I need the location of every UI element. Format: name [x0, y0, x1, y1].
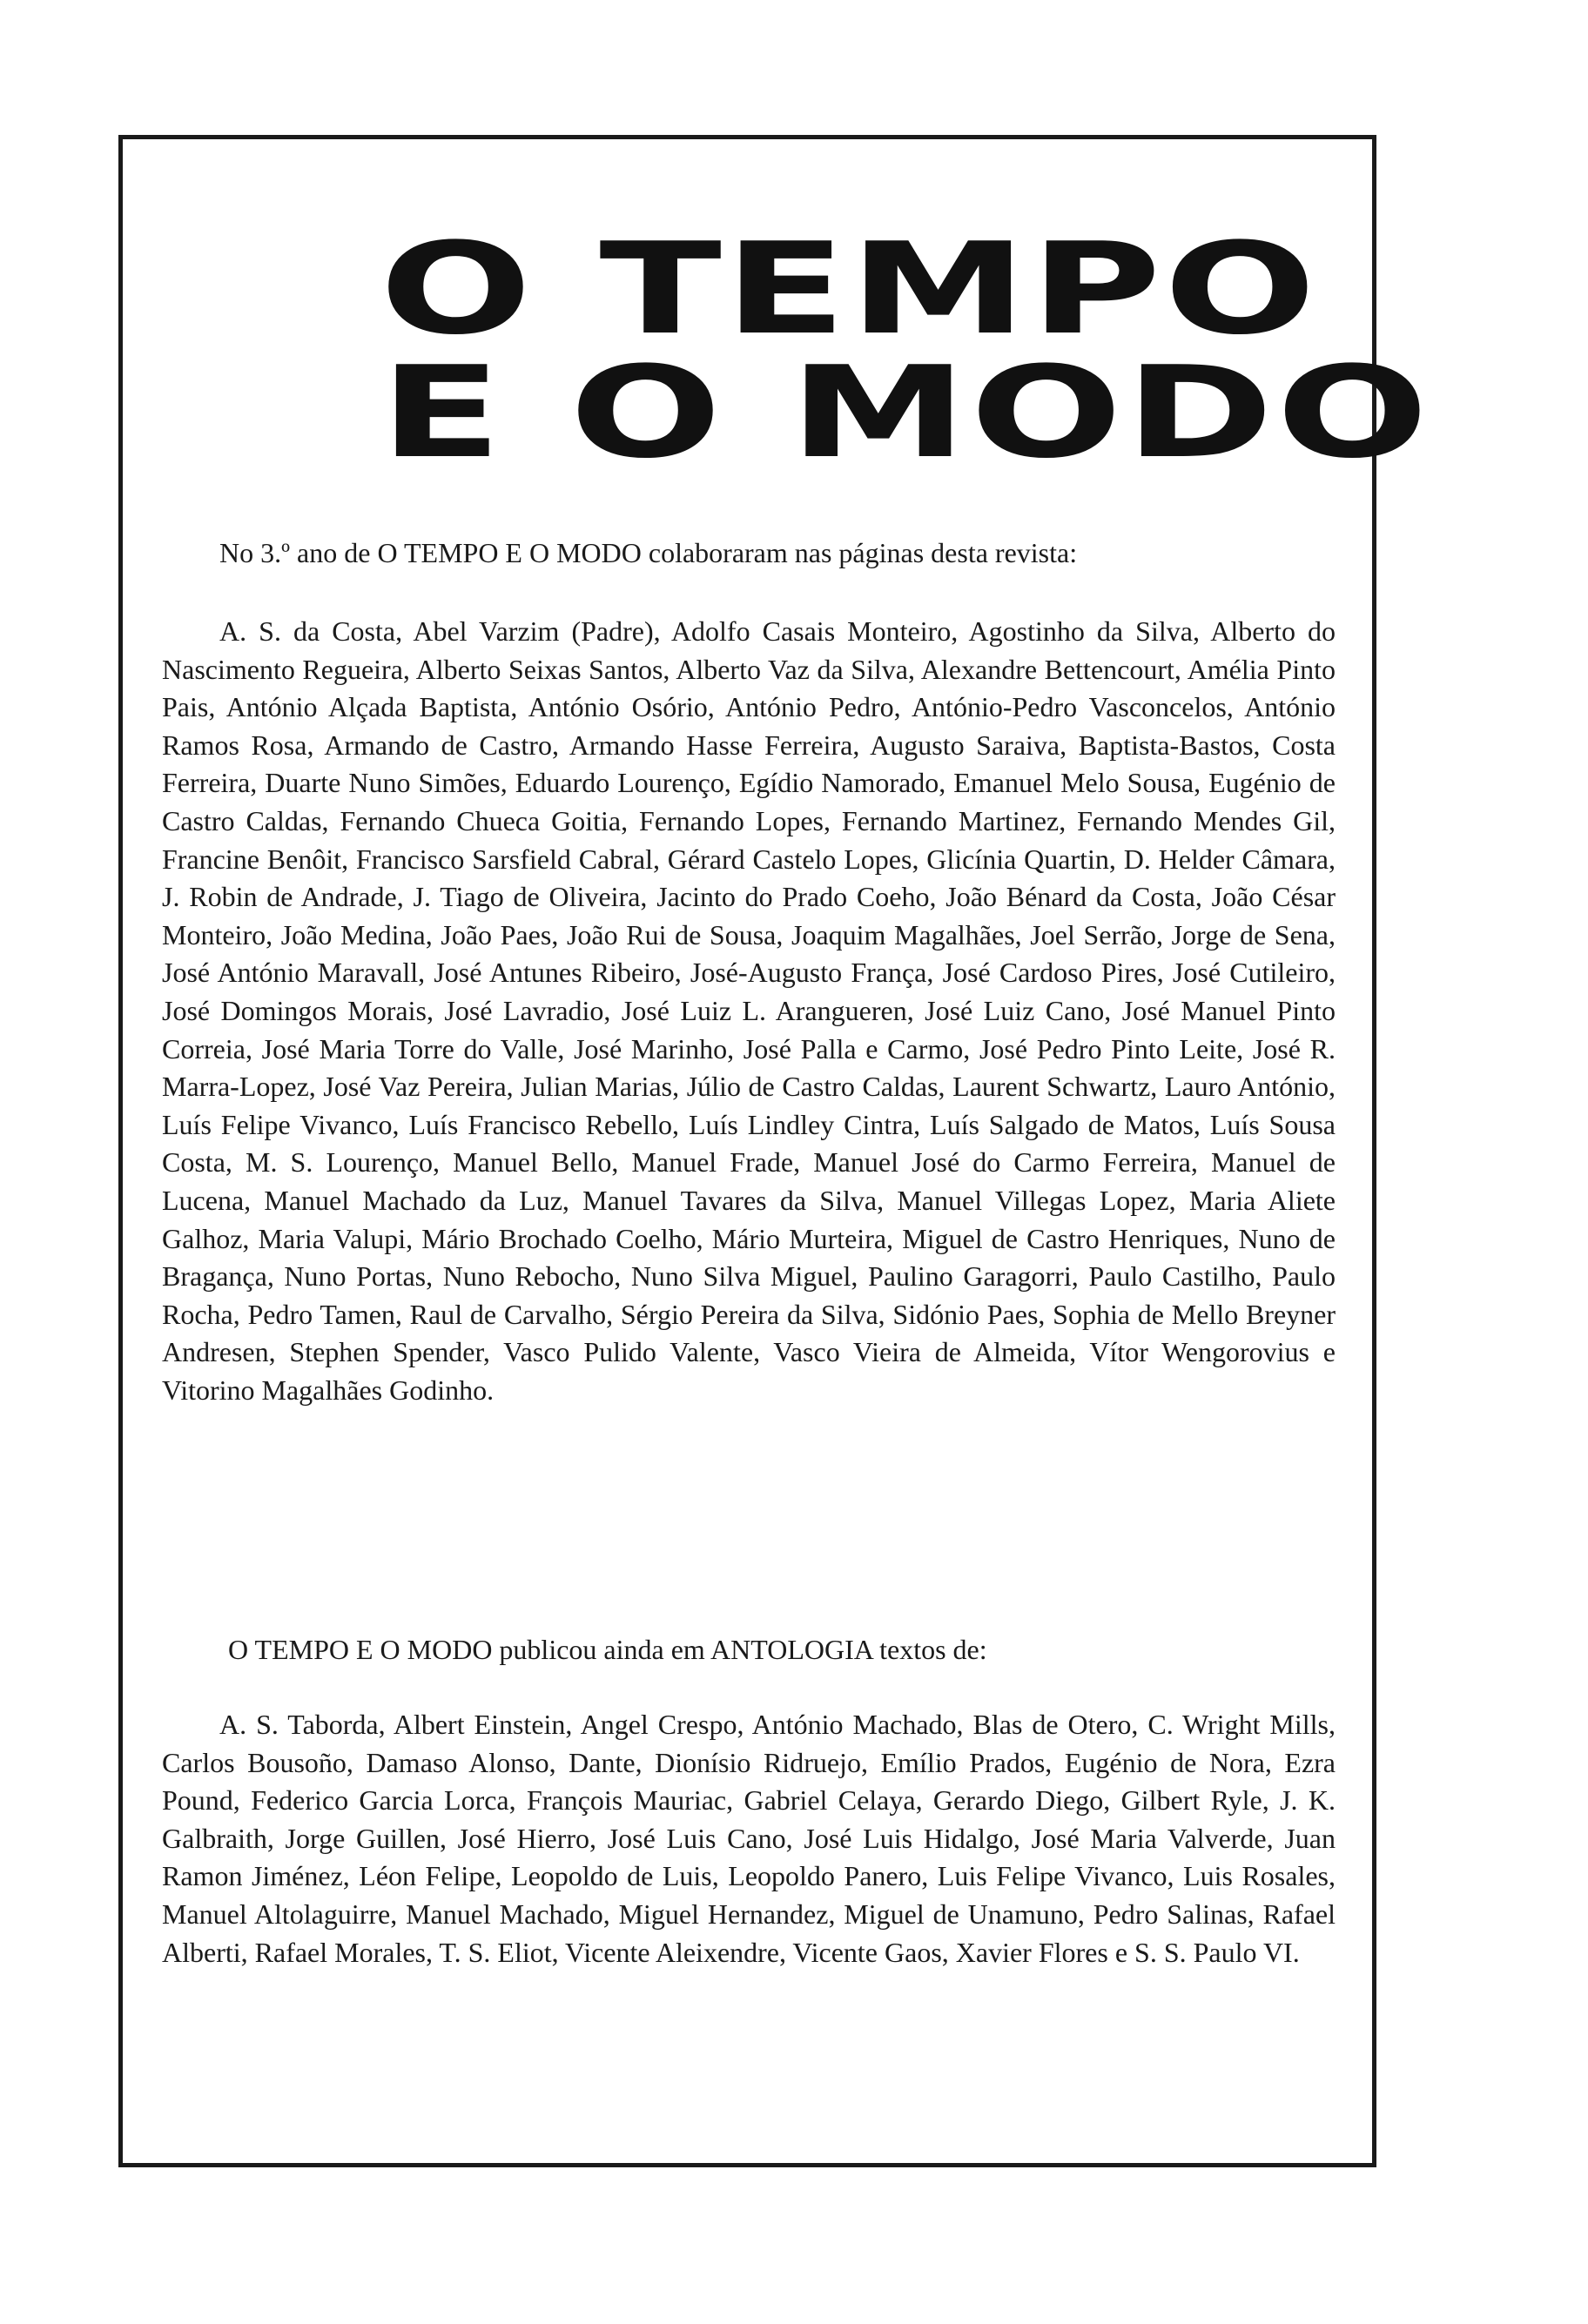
masthead-line-2: E O MODO	[380, 339, 1431, 487]
collaborators-intro: No 3.º ano de O TEMPO E O MODO colaboraram nas páginas desta revista:	[219, 537, 1078, 568]
masthead-line-1: O TEMPO	[380, 216, 1319, 363]
anthology-intro: O TEMPO E O MODO publicou ainda em ANTOLOGIA textos de:	[228, 1634, 987, 1665]
masthead-title	[380, 216, 1431, 487]
anthology-list: A. S. Taborda, Albert Einstein, Angel Crespo, António Machado, Blas de Otero, C. Wright Mills, Carlos Bousoño, Damaso Alonso, Dante, Dionísio Ridruejo, Emílio Prados, Eugénio de Nora, Ezra Pound, Federico Garcia Lorca, François Mauriac, Gabriel Celaya, Gerardo Diego, Gilbert Ryle, J. K. Galbraith, Jorge Guillen, José Hierro, José Luis Cano, José Luis Hidalgo, José Maria Valverde, Juan Ramon Jiménez, Léon Felipe, Leopoldo de Luis, Leopoldo Panero, Luis Felipe Vivanco, Luis Rosales, Manuel Altolaguirre, Manuel Machado, Miguel Hernandez, Miguel de Unamuno, Pedro Salinas, Rafael Alberti, Rafael Morales, T. S. Eliot, Vicente Aleixendre, Vicente Gaos, Xavier Flores e S. S. Paulo VI.	[162, 1709, 1336, 1968]
collaborators-list: A. S. da Costa, Abel Varzim (Padre), Adolfo Casais Monteiro, Agostinho da Silva, Alberto do Nascimento Regueira, Alberto Seixas Santos, Alberto Vaz da Silva, Alexandre Bettencourt, Amélia Pinto Pais, António Alçada Baptista, António Osório, António Pedro, António-Pedro Vasconcelos, António Ramos Rosa, Armando de Castro, Armando Hasse Ferreira, Augusto Saraiva, Baptista-Bastos, Costa Ferreira, Duarte Nuno Simões, Eduardo Lourenço, Egídio Namorado, Emanuel Melo Sousa, Eugénio de Castro Caldas, Fernando Chueca Goitia, Fernando Lopes, Fernando Martinez, Fernando Mendes Gil, Francine Benôit, Francisco Sarsfield Cabral, Gérard Castelo Lopes, Glicínia Quartin, D. Helder Câmara, J. Robin de Andrade, J. Tiago de Oliveira, Jacinto do Prado Coeho, João Bénard da Costa, João César Monteiro, João Medina, João Paes, João Rui de Sousa, Joaquim Magalhães, Joel Serrão, Jorge de Sena, José António Maravall, José Antunes Ribeiro, José-Augusto França, José Cardoso Pires, José Cutileiro, José Domingos Morais, José Lavradio, José Luiz L. Arangueren, José Luiz Cano, José Manuel Pinto Correia, José Maria Torre do Valle, José Marinho, José Palla e Carmo, José Pedro Pinto Leite, José R. Marra-Lopez, José Vaz Pereira, Julian Marias, Júlio de Castro Caldas, Laurent Schwartz, Lauro António, Luís Felipe Vivanco, Luís Francisco Rebello, Luís Lindley Cintra, Luís Salgado de Matos, Luís Sousa Costa, M. S. Lourenço, Manuel Bello, Manuel Frade, Manuel José do Carmo Ferreira, Manuel de Lucena, Manuel Machado da Luz, Manuel Tavares da Silva, Manuel Villegas Lopez, Maria Aliete Galhoz, Maria Valupi, Mário Brochado Coelho, Mário Murteira, Miguel de Castro Henriques, Nuno de Bragança, Nuno Portas, Nuno Rebocho, Nuno Silva Miguel, Paulino Garagorri, Paulo Castilho, Paulo Rocha, Pedro Tamen, Raul de Carvalho, Sérgio Pereira da Silva, Sidónio Paes, Sophia de Mello Breyner Andresen, Stephen Spender, Vasco Pulido Valente, Vasco Vieira de Almeida, Vítor Wengorovius e Vitorino Magalhães Godinho.	[162, 615, 1336, 1406]
